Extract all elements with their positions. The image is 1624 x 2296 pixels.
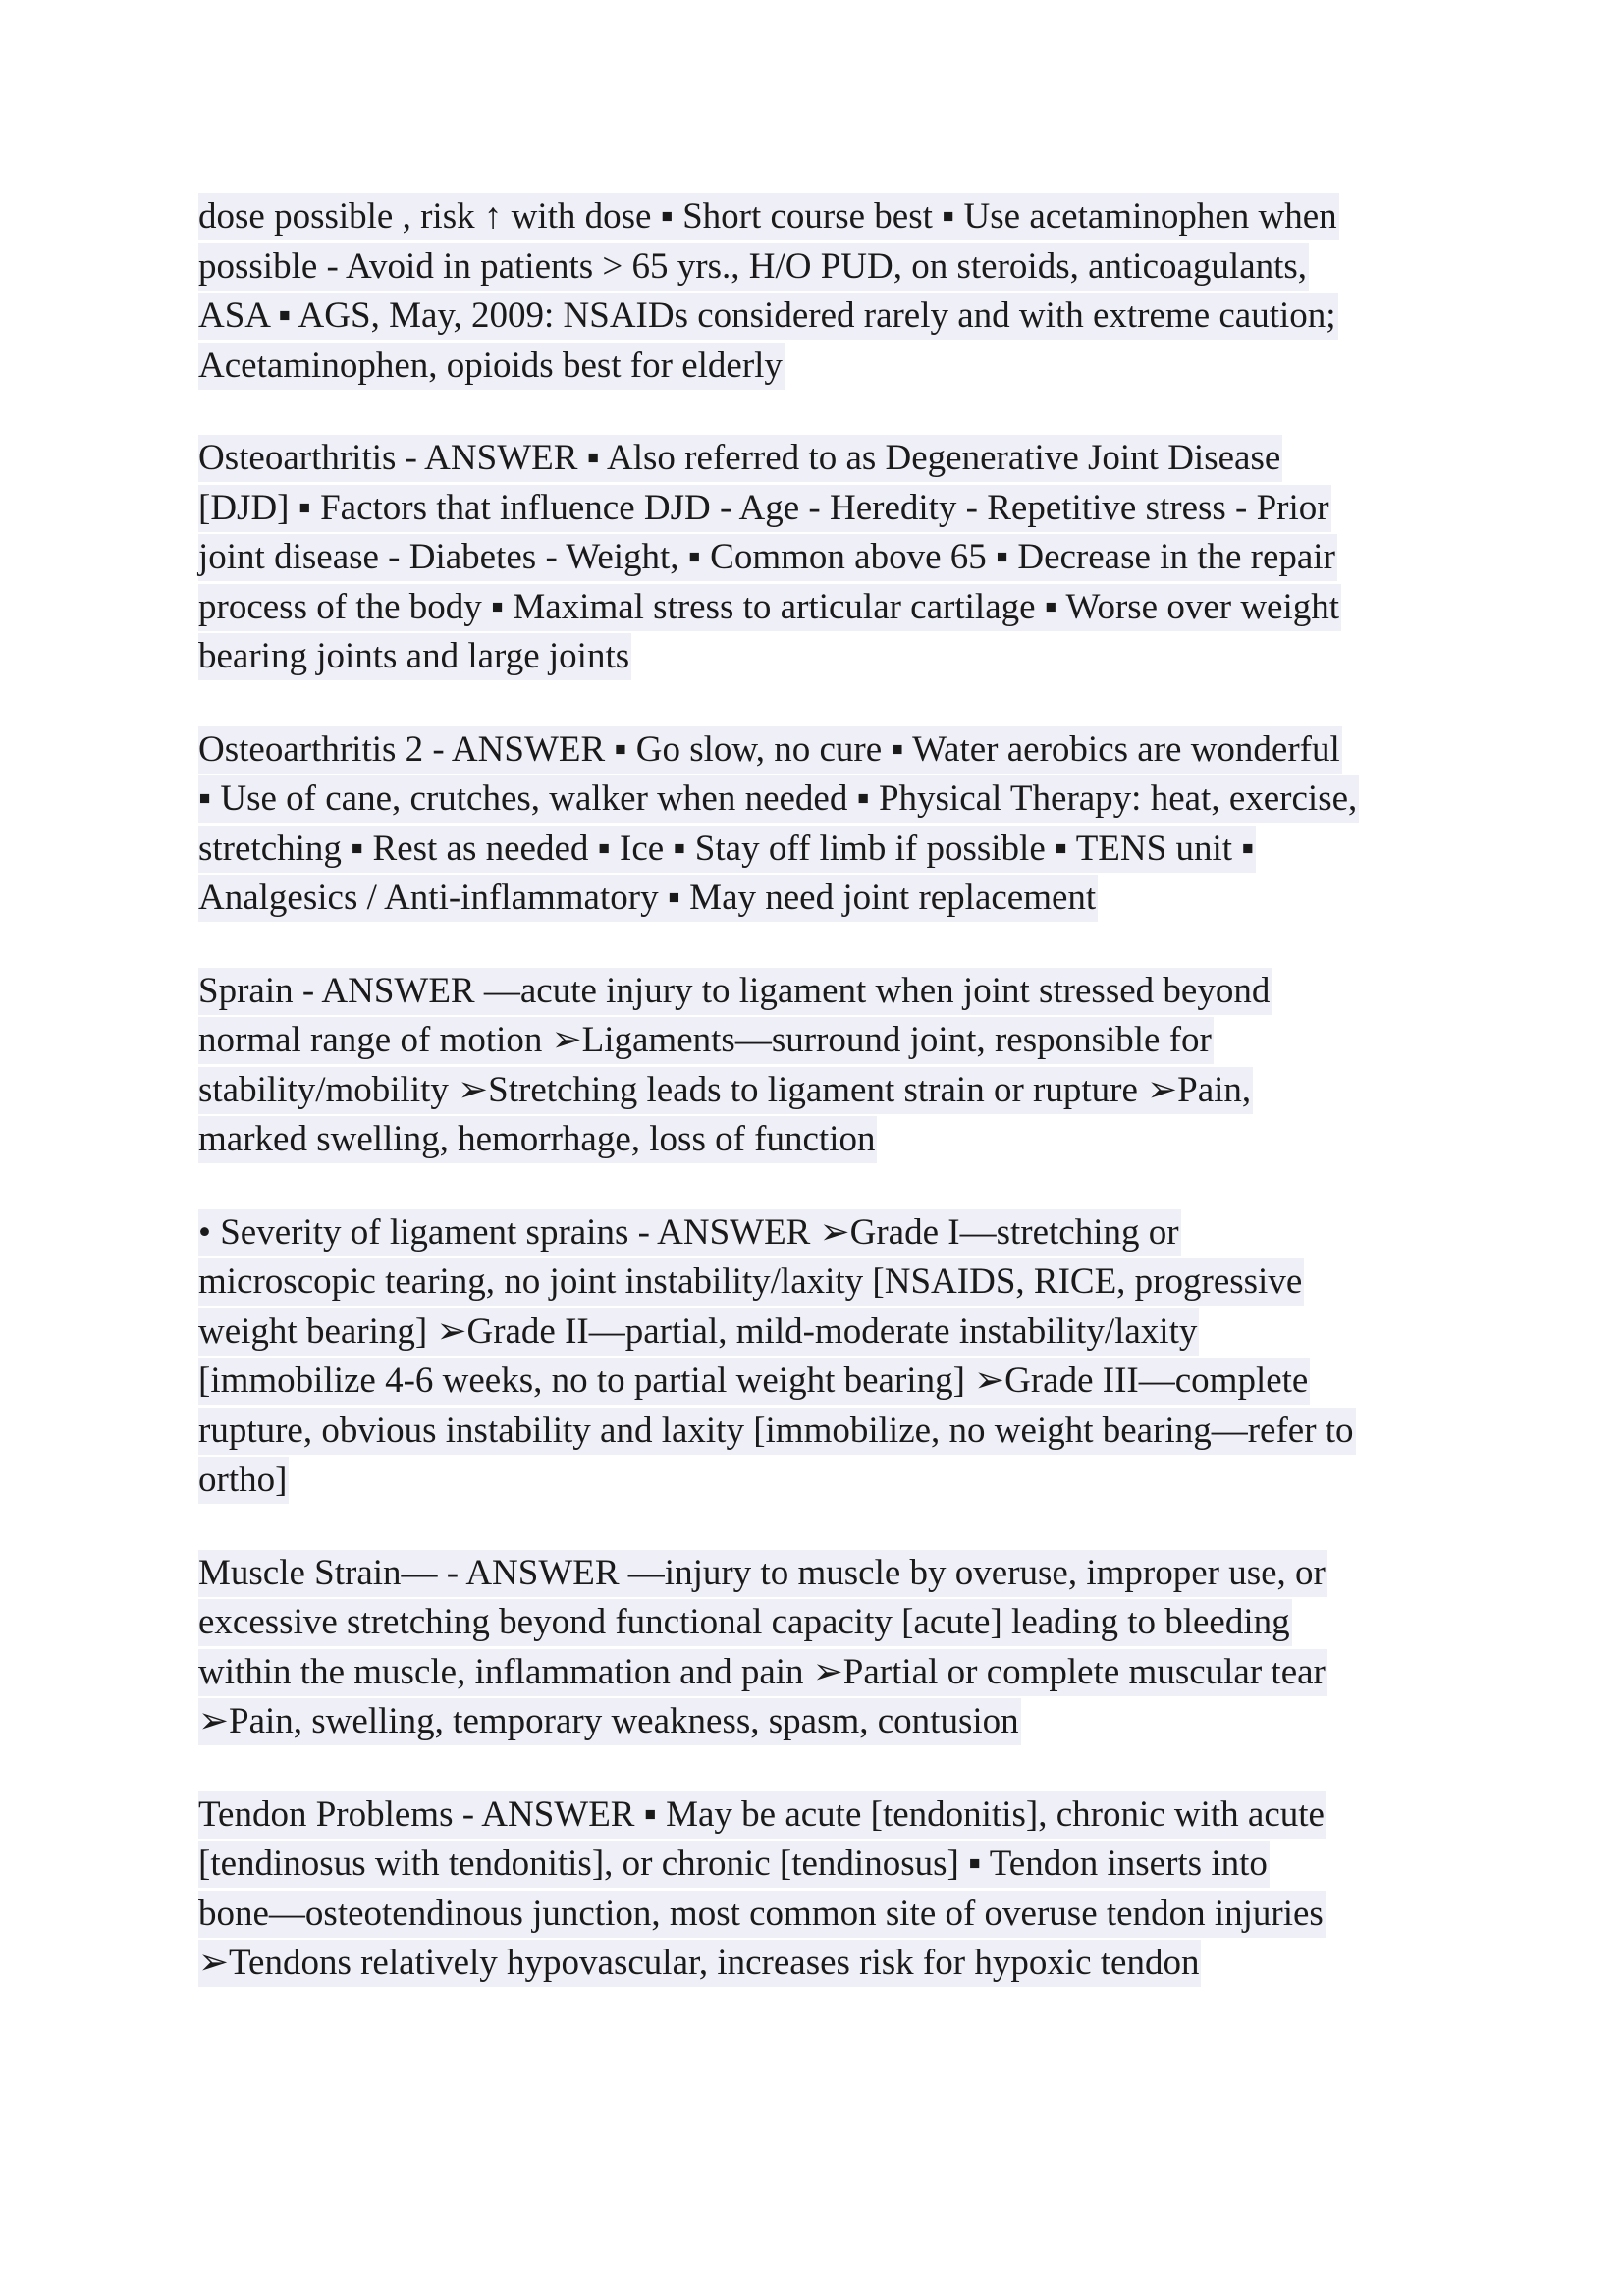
text-line bbox=[198, 1115, 1445, 1165]
highlighted-text: possible - Avoid in patients > 65 yrs., H/O PUD, on steroids, anticoagulants, bbox=[198, 243, 1309, 291]
text-line bbox=[198, 292, 1445, 342]
highlighted-text: marked swelling, hemorrhage, loss of function bbox=[198, 1116, 877, 1163]
paragraph-sprain bbox=[198, 967, 1445, 1165]
paragraph-osteoarthritis-2 bbox=[198, 725, 1445, 924]
highlighted-text: normal range of motion ➢Ligaments—surround joint, responsible for bbox=[198, 1017, 1214, 1064]
highlighted-text: ▪ Use of cane, crutches, walker when needed ▪ Physical Therapy: heat, exercise, bbox=[198, 775, 1359, 823]
text-line bbox=[198, 1066, 1445, 1116]
paragraph-osteoarthritis bbox=[198, 434, 1445, 682]
text-line bbox=[198, 725, 1445, 775]
highlighted-text: rupture, obvious instability and laxity [immobilize, no weight bearing—refer to bbox=[198, 1408, 1356, 1455]
highlighted-text: ortho] bbox=[198, 1457, 289, 1504]
text-line bbox=[198, 1648, 1445, 1698]
text-line bbox=[198, 192, 1445, 242]
highlighted-text: • Severity of ligament sprains - ANSWER ➢Grade I—stretching or bbox=[198, 1209, 1181, 1256]
text-line bbox=[198, 484, 1445, 534]
text-line bbox=[198, 1697, 1445, 1747]
text-line bbox=[198, 774, 1445, 825]
highlighted-text: [tendinosus with tendonitis], or chronic [tendinosus] ▪ Tendon inserts into bbox=[198, 1841, 1270, 1888]
highlighted-text: joint disease - Diabetes - Weight, ▪ Common above 65 ▪ Decrease in the repair bbox=[198, 534, 1337, 581]
highlighted-text: weight bearing] ➢Grade II—partial, mild-moderate instability/laxity bbox=[198, 1308, 1199, 1356]
highlighted-text: ASA ▪ AGS, May, 2009: NSAIDs considered rarely and with extreme caution; bbox=[198, 293, 1338, 340]
highlighted-text: bearing joints and large joints bbox=[198, 633, 631, 680]
text-line bbox=[198, 1208, 1445, 1258]
text-line bbox=[198, 583, 1445, 633]
text-line bbox=[198, 1456, 1445, 1506]
text-line bbox=[198, 434, 1445, 484]
paragraph-tendon-problems bbox=[198, 1790, 1445, 1989]
highlighted-text: Sprain - ANSWER —acute injury to ligament when joint stressed beyond bbox=[198, 968, 1272, 1015]
paragraph-muscle-strain bbox=[198, 1549, 1445, 1747]
highlighted-text: dose possible , risk ↑ with dose ▪ Short course best ▪ Use acetaminophen when bbox=[198, 193, 1339, 240]
text-line bbox=[198, 1890, 1445, 1940]
text-line bbox=[198, 1257, 1445, 1308]
text-line bbox=[198, 1016, 1445, 1066]
text-line bbox=[198, 967, 1445, 1017]
text-line bbox=[198, 1308, 1445, 1358]
highlighted-text: bone—osteotendinous junction, most common site of overuse tendon injuries bbox=[198, 1891, 1326, 1938]
text-line bbox=[198, 1407, 1445, 1457]
highlighted-text: [immobilize 4-6 weeks, no to partial weight bearing] ➢Grade III—complete bbox=[198, 1358, 1310, 1405]
highlighted-text: stability/mobility ➢Stretching leads to ligament strain or rupture ➢Pain, bbox=[198, 1067, 1253, 1114]
text-line bbox=[198, 1790, 1445, 1841]
text-line bbox=[198, 342, 1445, 392]
highlighted-text: Acetaminophen, opioids best for elderly bbox=[198, 343, 785, 390]
highlighted-text: excessive stretching beyond functional capacity [acute] leading to bleeding bbox=[198, 1599, 1292, 1646]
text-line bbox=[198, 1357, 1445, 1407]
highlighted-text: within the muscle, inflammation and pain ➢Partial or complete muscular tear bbox=[198, 1649, 1327, 1696]
text-line bbox=[198, 1598, 1445, 1648]
highlighted-text: microscopic tearing, no joint instability/laxity [NSAIDS, RICE, progressive bbox=[198, 1258, 1304, 1306]
highlighted-text: [DJD] ▪ Factors that influence DJD - Age - Heredity - Repetitive stress - Prior bbox=[198, 485, 1331, 532]
text-line bbox=[198, 1549, 1445, 1599]
text-line bbox=[198, 242, 1445, 293]
paragraph-severity-of-ligament-sprains bbox=[198, 1208, 1445, 1506]
highlighted-text: stretching ▪ Rest as needed ▪ Ice ▪ Stay off limb if possible ▪ TENS unit ▪ bbox=[198, 826, 1256, 873]
highlighted-text: Osteoarthritis - ANSWER ▪ Also referred to as Degenerative Joint Disease bbox=[198, 435, 1282, 482]
highlighted-text: ➢Pain, swelling, temporary weakness, spasm, contusion bbox=[198, 1698, 1021, 1745]
document-body bbox=[198, 192, 1445, 2032]
highlighted-text: Osteoarthritis 2 - ANSWER ▪ Go slow, no cure ▪ Water aerobics are wonderful bbox=[198, 726, 1342, 774]
text-line bbox=[198, 533, 1445, 583]
highlighted-text: ➢Tendons relatively hypovascular, increases risk for hypoxic tendon bbox=[198, 1940, 1201, 1987]
text-line bbox=[198, 825, 1445, 875]
highlighted-text: Analgesics / Anti-inflammatory ▪ May need joint replacement bbox=[198, 875, 1098, 922]
text-line bbox=[198, 874, 1445, 924]
highlighted-text: process of the body ▪ Maximal stress to articular cartilage ▪ Worse over weight bbox=[198, 584, 1341, 631]
paragraph-nsaid-continued bbox=[198, 192, 1445, 391]
highlighted-text: Muscle Strain— - ANSWER —injury to muscle by overuse, improper use, or bbox=[198, 1550, 1327, 1597]
text-line bbox=[198, 1939, 1445, 1989]
highlighted-text: Tendon Problems - ANSWER ▪ May be acute [tendonitis], chronic with acute bbox=[198, 1791, 1326, 1839]
text-line bbox=[198, 632, 1445, 682]
text-line bbox=[198, 1840, 1445, 1890]
